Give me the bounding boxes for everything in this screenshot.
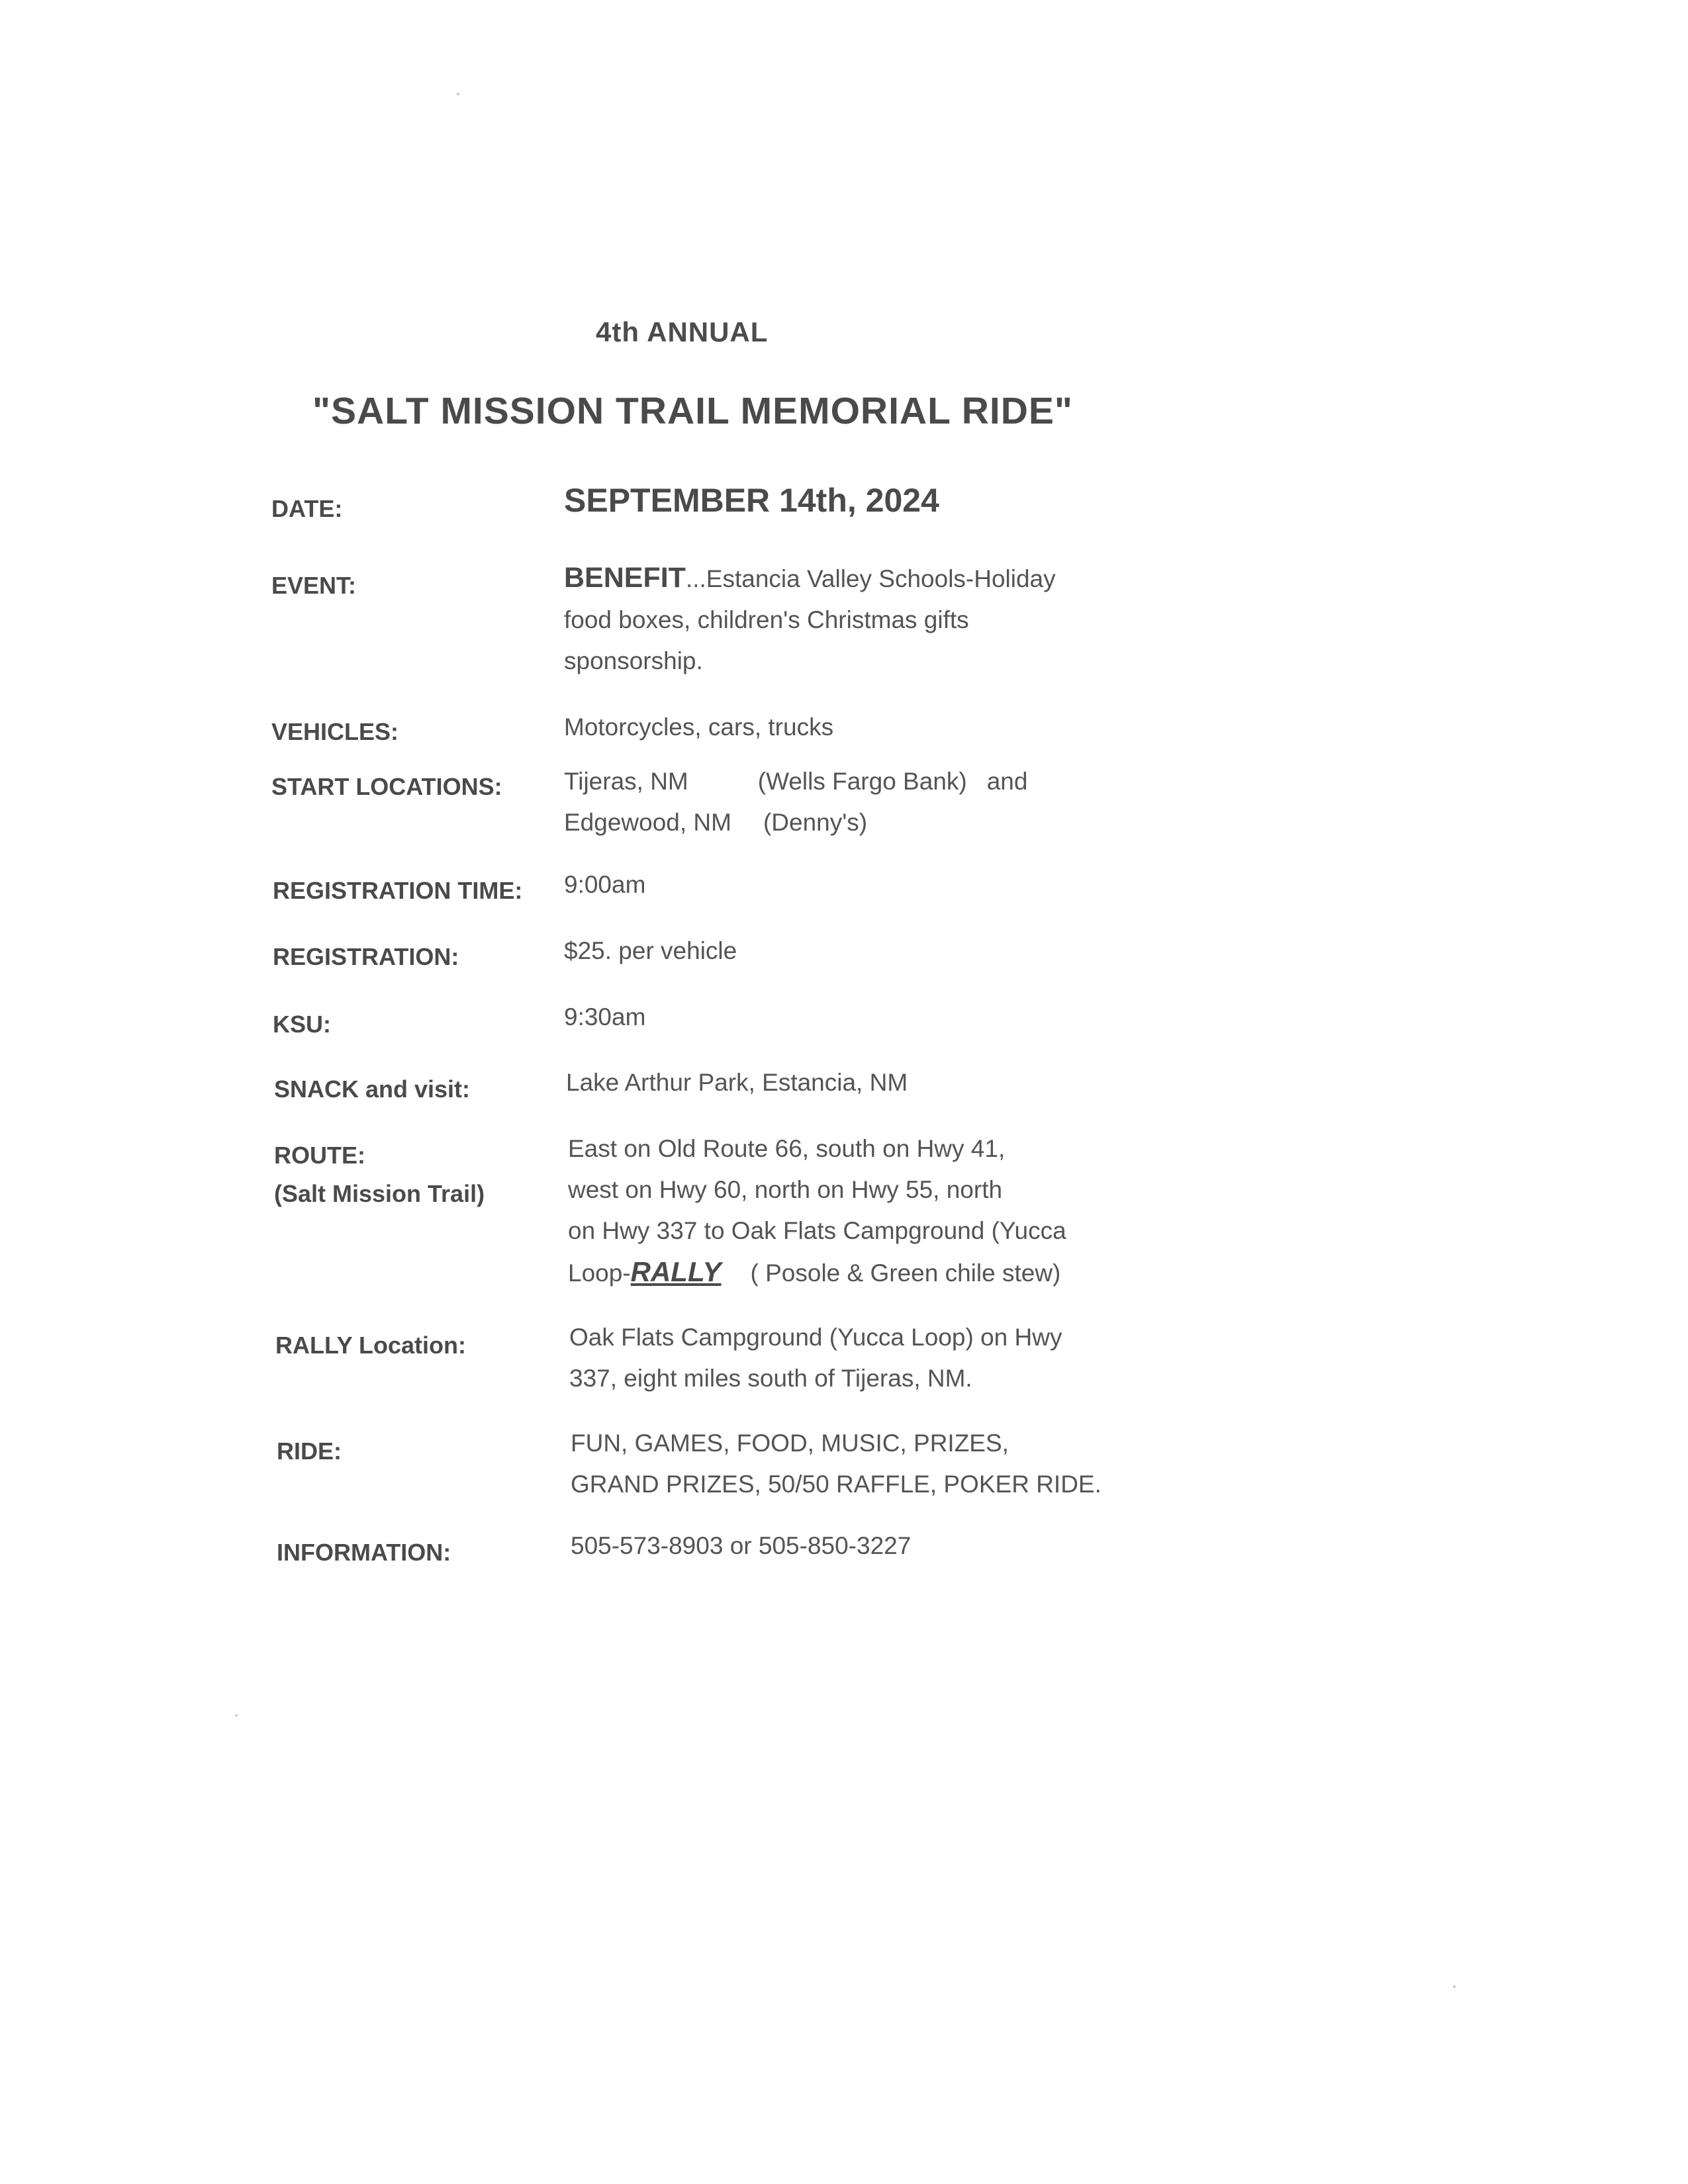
route-line-4-post: ( Posole & Green chile stew) — [750, 1259, 1061, 1287]
start-location-and: and — [986, 768, 1028, 795]
route-label: ROUTE: — [274, 1142, 365, 1169]
start-location-2-city: Edgewood, NM — [564, 809, 731, 836]
scan-speck — [457, 93, 459, 95]
ride-line-1: FUN, GAMES, FOOD, MUSIC, PRIZES, — [571, 1430, 1009, 1457]
annual-heading: 4th ANNUAL — [596, 316, 769, 347]
event-line-1 — [564, 557, 1056, 600]
rally-location-value — [569, 1317, 1062, 1399]
route-line-1: East on Old Route 66, south on Hwy 41, — [568, 1135, 1006, 1162]
rally-location-line-1: Oak Flats Campground (Yucca Loop) on Hwy — [569, 1324, 1062, 1351]
ksu-value: 9:30am — [564, 1003, 646, 1030]
information-value: 505-573-8903 or 505-850-3227 — [571, 1532, 912, 1559]
start-location-1-city: Tijeras, NM — [564, 768, 688, 795]
event-label: EVENT: — [271, 572, 357, 599]
event-title: "SALT MISSION TRAIL MEMORIAL RIDE" — [312, 390, 1073, 432]
vehicles-label: VEHICLES: — [271, 718, 399, 745]
ride-value — [571, 1423, 1102, 1505]
route-value — [568, 1128, 1066, 1294]
rally-emphasis: RALLY — [630, 1256, 722, 1287]
start-location-1 — [564, 761, 1027, 802]
date-label: DATE: — [271, 495, 343, 522]
snack-label: SNACK and visit: — [274, 1075, 471, 1103]
start-locations-label: START LOCATIONS: — [271, 773, 502, 800]
scan-speck — [235, 1714, 238, 1717]
start-location-2-place: (Denny's) — [763, 809, 868, 836]
snack-value: Lake Arthur Park, Estancia, NM — [566, 1069, 908, 1096]
vehicles-value: Motorcycles, cars, trucks — [564, 713, 834, 741]
information-label: INFORMATION: — [277, 1539, 451, 1566]
rally-location-line-2: 337, eight miles south of Tijeras, NM. — [569, 1365, 972, 1392]
route-line-4 — [568, 1251, 1066, 1294]
event-value — [564, 557, 1056, 682]
event-line-2: food boxes, children's Christmas gifts — [564, 606, 969, 633]
scan-speck — [1453, 1985, 1456, 1988]
start-locations-value — [564, 761, 1027, 843]
route-line-2: west on Hwy 60, north on Hwy 55, north — [568, 1176, 1003, 1203]
event-line-3: sponsorship. — [564, 647, 703, 674]
route-line-4-pre: Loop- — [568, 1259, 631, 1287]
rally-location-label: RALLY Location: — [275, 1332, 467, 1359]
start-location-2 — [564, 802, 1027, 843]
ride-line-2: GRAND PRIZES, 50/50 RAFFLE, POKER RIDE. — [571, 1471, 1102, 1498]
registration-value: $25. per vehicle — [564, 937, 737, 964]
benefit-text: BENEFIT — [564, 562, 686, 594]
start-location-1-place: (Wells Fargo Bank) — [757, 768, 967, 795]
route-sublabel: (Salt Mission Trail) — [274, 1180, 485, 1207]
registration-label: REGISTRATION: — [273, 943, 459, 970]
ride-label: RIDE: — [277, 1437, 342, 1465]
ksu-label: KSU: — [273, 1011, 331, 1038]
date-value: SEPTEMBER 14th, 2024 — [564, 482, 939, 519]
registration-time-label: REGISTRATION TIME: — [273, 877, 523, 904]
route-line-3: on Hwy 337 to Oak Flats Campground (Yucca — [568, 1217, 1066, 1244]
event-line-1-rest: ...Estancia Valley Schools-Holiday — [685, 565, 1056, 592]
registration-time-value: 9:00am — [564, 871, 646, 898]
